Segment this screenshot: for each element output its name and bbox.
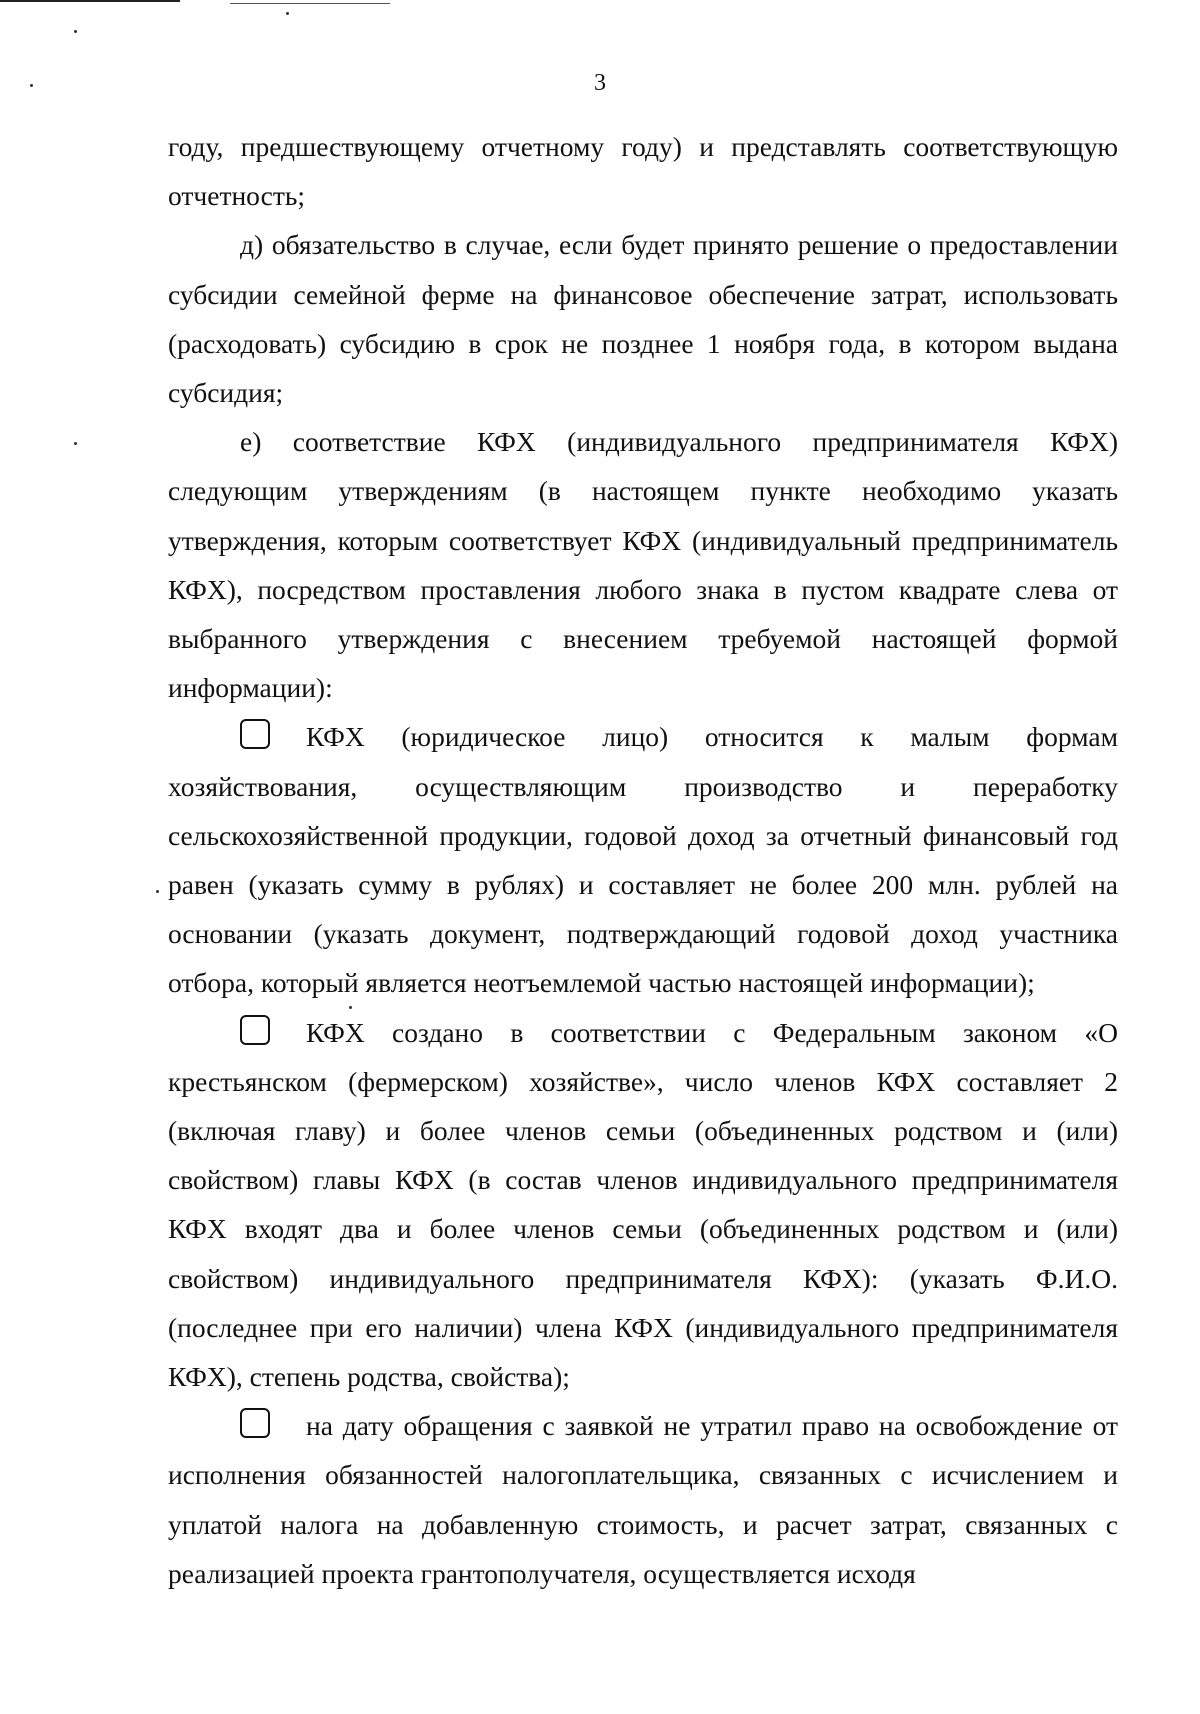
scan-speck	[156, 890, 159, 893]
page-number: 3	[594, 70, 606, 96]
scan-speck	[30, 84, 33, 87]
checkbox-empty-icon[interactable]	[240, 1015, 270, 1045]
paragraph-item-e: е) соответствие КФХ (индивидуального предпринимателя КФХ) следующим утверждениям (в настоящем пункте необходимо указать утверждения, которым соответствует КФХ (индивидуальный предприниматель КФХ), посредством проставления любого знака в пустом квадрате слева от выбранного утверждения с внесением требуемой настоящей формой информации):	[168, 426, 1118, 704]
checkbox-option-vat-exemption	[168, 1401, 1118, 1598]
scan-speck	[286, 12, 289, 15]
top-border-line-secondary	[230, 3, 390, 4]
scan-speck	[74, 442, 77, 445]
scan-speck	[349, 1006, 352, 1009]
paragraph-item-d: д) обязательство в случае, если будет принято решение о предоставлении субсидии семейной ферме на финансовое обеспечение затрат, использовать (расходовать) субсидию в срок не позднее 1 ноября года, в котором выдана субсидия;	[168, 229, 1118, 409]
checkbox-option-family-members	[168, 1008, 1118, 1402]
document-body	[168, 122, 1118, 1598]
checkbox-option-text: КФХ (юридическое лицо) относится к малым формам хозяйствования, осуществляющим производство и переработку сельскохозяйственной продукции, годовой доход за отчетный финансовый год равен (указать сумму в рублях) и составляет не более 200 млн. рублей на основании (указать документ, подтверждающий годовой доход участника отбора, который является неотъемлемой частью настоящей информации);	[168, 721, 1118, 999]
checkbox-empty-icon[interactable]	[240, 719, 270, 749]
checkbox-option-small-business	[168, 712, 1118, 1007]
checkbox-option-text: КФХ создано в соответствии с Федеральным законом «О крестьянском (фермерском) хозяйстве», число членов КФХ составляет 2 (включая главу) и более членов семьи (объединенных родством и (или) свойством) главы КФХ (в состав членов индивидуального предпринимателя КФХ входят два и более членов семьи (объединенных родством и (или) свойством) индивидуального предпринимателя КФХ): (указать Ф.И.О. (последнее при его наличии) члена КФХ (индивидуального предпринимателя КФХ), степень родства, свойства);	[168, 1016, 1118, 1393]
top-border-line	[0, 0, 180, 2]
checkbox-empty-icon[interactable]	[240, 1408, 270, 1438]
checkbox-option-text: на дату обращения с заявкой не утратил право на освобождение от исполнения обязанностей налогоплательщика, связанных с исчислением и уплатой налога на добавленную стоимость, и расчет затрат, связанных с реализацией проекта грантополучателя, осуществляется исходя	[168, 1410, 1118, 1589]
paragraph-continuation: году, предшествующему отчетному году) и представлять соответствующую отчетность;	[168, 131, 1118, 212]
scan-speck	[74, 30, 77, 33]
